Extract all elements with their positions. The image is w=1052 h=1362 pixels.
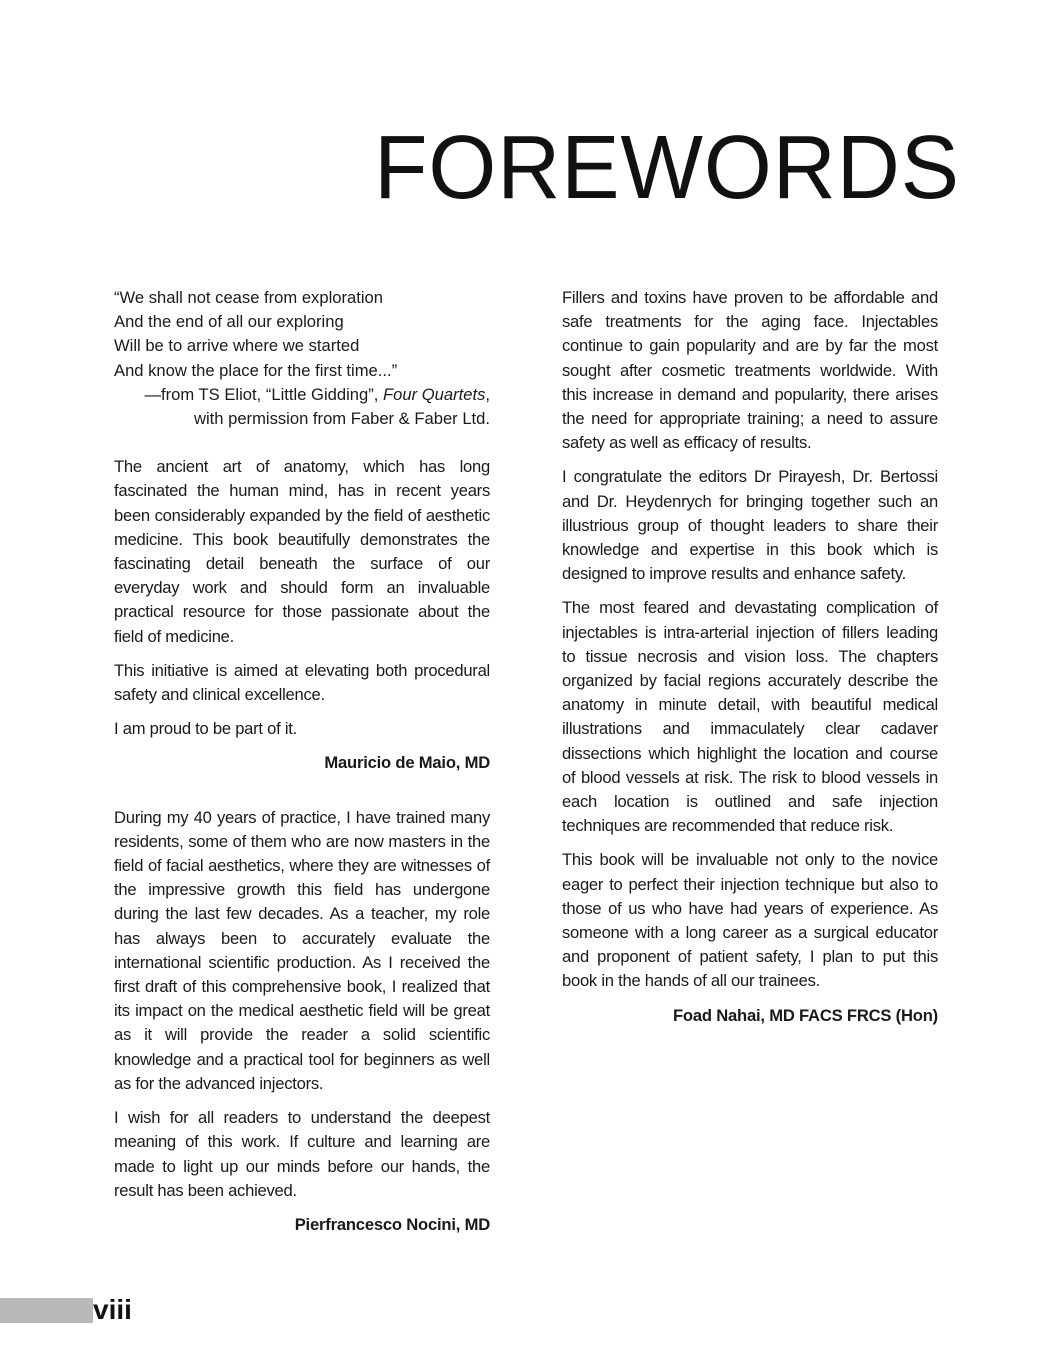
foreword-paragraph: I congratulate the editors Dr Pirayesh, Dr. Bertossi and Dr. Heydenrych for bringing together such an illustrious group of thought leaders to share their knowledge and expertise in this book which is designed to improve results and enhance safety. bbox=[562, 467, 938, 584]
left-column bbox=[114, 286, 490, 1247]
foreword-author: Foad Nahai, MD FACS FRCS (Hon) bbox=[672, 1005, 938, 1025]
page-number-bar bbox=[0, 1298, 93, 1323]
foreword-paragraph: This book will be invaluable not only to the novice eager to perfect their injection technique but also to those of us who have had years of experience. As someone with a long career as a surgical educator and proponent of patient safety, I plan to put this book in the hands of all our trainees. bbox=[562, 850, 938, 991]
foreword-nahai bbox=[562, 286, 938, 1028]
epigraph-line: Will be to arrive where we started bbox=[114, 336, 360, 356]
attribution-suffix: , bbox=[485, 384, 490, 404]
epigraph-permission: with permission from Faber & Faber Ltd. bbox=[193, 409, 490, 429]
page-number: viii bbox=[93, 1294, 132, 1325]
foreword-paragraph: The most feared and devastating complication of injectables is intra-arterial injection of fillers leading to tissue necrosis and vision loss. The chapters organized by facial regions accurately describe the anatomy in minute detail, with beautiful medical illustrations and immaculately clear cadaver dissections which highlight the location and course of blood vessels at risk. The risk to blood vessels in each location is outlined and safe injection techniques are recommended that reduce risk. bbox=[562, 598, 938, 836]
foreword-de-maio bbox=[114, 455, 490, 775]
page-title: FOREWORDS bbox=[374, 118, 960, 218]
attribution-work-title: Four Quartets bbox=[383, 384, 486, 404]
foreword-author: Mauricio de Maio, MD bbox=[324, 753, 490, 773]
right-column bbox=[562, 286, 938, 1038]
epigraph-line: And know the place for the first time...” bbox=[114, 360, 398, 380]
foreword-paragraph: Fillers and toxins have proven to be affordable and safe treatments for the aging face. Injectables continue to gain popularity and are by far the most sought after cosmetic treatments worldwide. With this increase in demand and popularity, there arises the need for appropriate training; a need to assure safety as well as efficacy of results. bbox=[562, 288, 938, 453]
foreword-paragraph: I wish for all readers to understand the deepest meaning of this work. If culture and learning are made to light up our minds before our hands, the result has been achieved. bbox=[114, 1108, 490, 1200]
foreword-paragraph: This initiative is aimed at elevating both procedural safety and clinical excellence. bbox=[114, 660, 490, 705]
foreword-paragraph: During my 40 years of practice, I have trained many residents, some of them who are now masters in the field of facial aesthetics, where they are witnesses of the impressive growth this field has undergone during the last few decades. As a teacher, my role has always been to accurately evaluate the international scientific production. As I received the first draft of this comprehensive book, I realized that its impact on the medical aesthetic field will be great as it will provide the reader a solid scientific knowledge and a practical tool for beginners as well as for the advanced injectors. bbox=[114, 807, 490, 1093]
foreword-author: Pierfrancesco Nocini, MD bbox=[294, 1214, 490, 1234]
epigraph-line: “We shall not cease from exploration bbox=[114, 288, 384, 307]
epigraph-line: And the end of all our exploring bbox=[114, 312, 344, 332]
foreword-paragraph: I am proud to be part of it. bbox=[114, 719, 298, 739]
foreword-nocini bbox=[114, 806, 490, 1237]
epigraph-attribution bbox=[114, 383, 490, 407]
epigraph bbox=[114, 286, 490, 431]
foreword-paragraph: The ancient art of anatomy, which has long fascinated the human mind, has in recent years been considerably expanded by the field of aesthetic medicine. This book beautifully demonstrates the fascinating detail beneath the surface of our everyday work and should form an invaluable practical resource for those passionate about the field of medicine. bbox=[114, 457, 490, 646]
attribution-prefix: —from TS Eliot, “Little Gidding”, bbox=[144, 384, 383, 404]
